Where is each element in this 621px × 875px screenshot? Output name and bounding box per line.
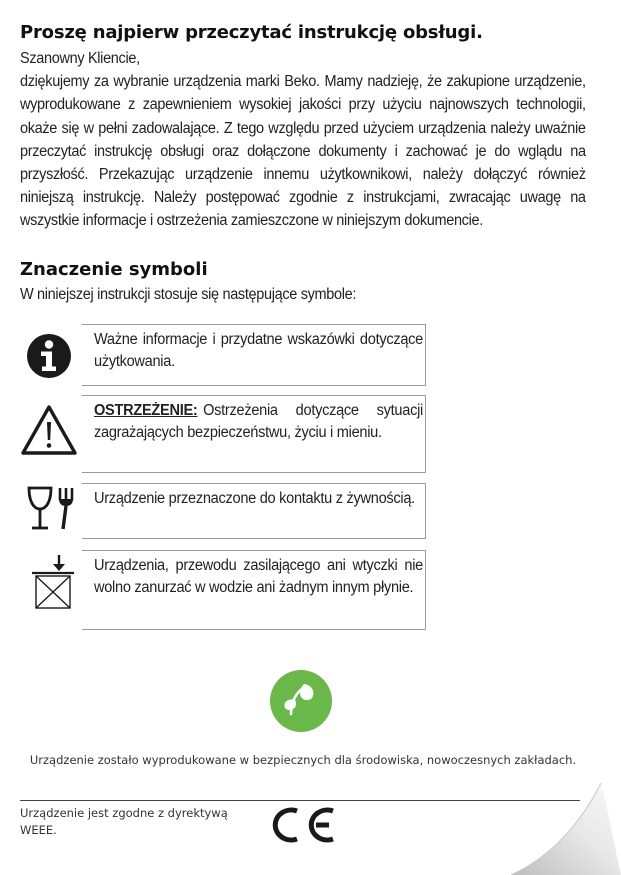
glass-fork-icon — [26, 486, 76, 532]
symbol-info-box — [82, 324, 426, 386]
page-curl-decoration — [509, 735, 621, 875]
symbol-warning-text: Ostrzeżenia dotyczące sytuacji zagrażających bezpieczeństwu, życiu i mieniu. — [94, 402, 423, 441]
symbol-warning-content — [94, 400, 423, 444]
symbols-heading: Znaczenie symboli — [20, 259, 208, 280]
symbol-warning-box — [82, 395, 426, 473]
symbol-immersion-box — [82, 550, 426, 630]
intro-paragraph: dziękujemy za wybranie urządzenia marki Beko. Mamy nadzieję, że zakupione urządzenie, wyprodukowane z zapewnieniem wysokiej jakości przy użyciu najnowszych technologii, okaże się w pełni zadowalające. Z tego względu przed użyciem urządzenia należy uważnie przeczytać instrukcję obsługi oraz dołączone dokumenty i zachować je do wglądu na przyszłość. Przekazując urządzenie innemu użytkownikowi, należy dołączyć również niniejszą instrukcję. Należy postępować zgodnie z instrukcjami, zwracając uwagę na wszystkie informacje i ostrzeżenia zamieszczone w niniejszym dokumencie. — [20, 73, 586, 230]
weee-text: Urządzenie jest zgodne z dyrektywą WEEE. — [20, 806, 228, 837]
divider — [20, 800, 580, 801]
symbol-info-text: Ważne informacje i przydatne wskazówki dotyczące użytkowania. — [94, 331, 423, 370]
no-immersion-icon — [28, 553, 78, 613]
eco-production-text: Urządzenie zostało wyprodukowane w bezpiecznych dla środowiska, nowoczesnych zakładach. — [29, 753, 577, 767]
leaf-icon — [270, 670, 332, 732]
info-icon — [26, 333, 72, 379]
symbol-immersion-text: Urządzenia, przewodu zasilającego ani wtyczki nie wolno zanurzać w wodzie ani żadnym innym płynie. — [94, 557, 423, 596]
page-title: Proszę najpierw przeczytać instrukcję obsługi. — [20, 22, 483, 43]
warning-label: OSTRZEŻENIE: — [94, 402, 198, 419]
symbol-food-text: Urządzenie przeznaczone do kontaktu z żywnością. — [94, 490, 415, 507]
symbols-intro: W niniejszej instrukcji stosuje się następujące symbole: — [20, 286, 357, 303]
ce-mark-icon — [266, 805, 338, 845]
greeting: Szanowny Kliencie, — [20, 50, 140, 67]
symbol-food-box — [82, 483, 426, 539]
intro-block — [20, 47, 586, 233]
warning-triangle-icon — [20, 404, 78, 456]
